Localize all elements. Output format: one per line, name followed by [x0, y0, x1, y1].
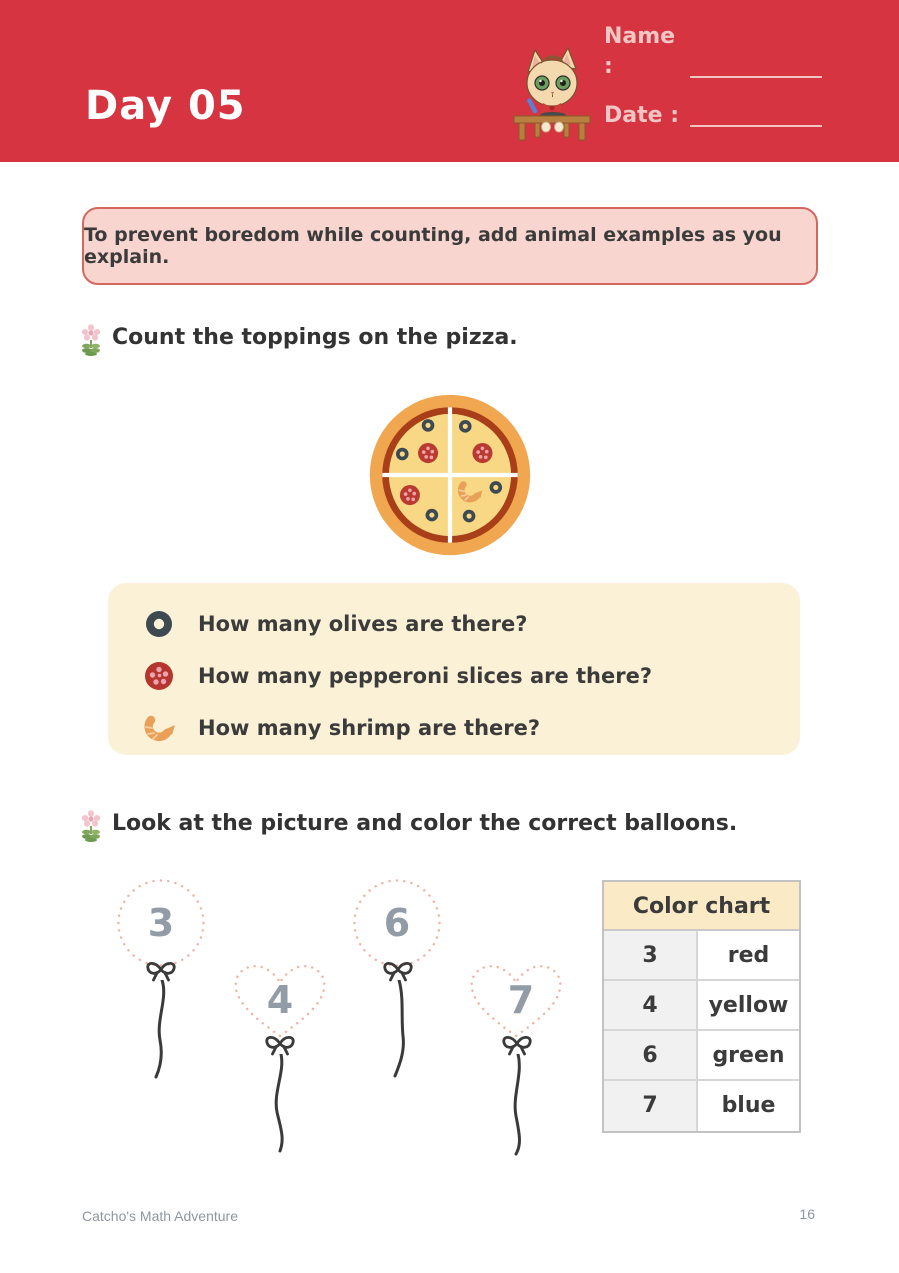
question-row-shrimp: [142, 702, 800, 754]
question-text: How many shrimp are there?: [198, 716, 541, 740]
olive-topping: [463, 510, 476, 523]
flower-bullet-icon: [80, 810, 102, 842]
balloon-7: [465, 960, 567, 1167]
footer-book-title: Catcho's Math Adventure: [82, 1208, 238, 1224]
pizza-image: [366, 391, 534, 559]
date-blank-line: [690, 125, 822, 127]
balloon-string: [152, 980, 172, 1080]
question-row-pepperoni: [142, 650, 800, 702]
balloon-3: [116, 878, 206, 1093]
balloon-number: 4: [266, 978, 294, 1022]
page-header: [0, 0, 899, 162]
balloon-number: 3: [147, 901, 175, 945]
chart-color-cell: blue: [698, 1081, 799, 1131]
color-chart-title: Color chart: [604, 882, 799, 931]
pepperoni-icon: [142, 660, 176, 692]
olive-topping: [459, 420, 472, 433]
questions-box: [108, 583, 800, 755]
pizza-illustration: [366, 391, 534, 563]
cat-writing-icon: [508, 44, 596, 142]
name-field-row: [604, 24, 822, 82]
pepperoni-topping: [418, 443, 438, 463]
cat-illustration: [508, 44, 596, 146]
tip-note-box: [82, 207, 818, 285]
shrimp-icon: [142, 711, 176, 745]
chart-number-cell: 7: [604, 1081, 698, 1131]
pepperoni-topping: [400, 485, 420, 505]
page-title: Day 05: [85, 83, 246, 129]
question-text: How many pepperoni slices are there?: [198, 664, 653, 688]
footer-page-number: 16: [799, 1206, 815, 1222]
section-1-prompt: Count the toppings on the pizza.: [112, 325, 518, 350]
olive-topping: [396, 448, 409, 461]
pepperoni-topping: [472, 443, 492, 463]
balloon-6: [352, 878, 442, 1093]
balloon-string: [508, 1054, 528, 1156]
name-label: Name :: [604, 24, 676, 79]
chart-color-cell: yellow: [698, 981, 799, 1029]
color-chart-table: [602, 880, 801, 1133]
olive-topping: [422, 419, 435, 432]
balloon-string: [271, 1054, 291, 1154]
section-2-prompt: Look at the picture and color the correct balloons.: [112, 811, 738, 836]
table-row: [604, 981, 799, 1031]
table-row: [604, 1081, 799, 1131]
balloon-4: [229, 960, 331, 1165]
olive-topping: [426, 509, 439, 522]
question-text: How many olives are there?: [198, 612, 528, 636]
chart-number-cell: 3: [604, 931, 698, 979]
flower-bullet-icon: [80, 324, 102, 356]
balloon-string: [389, 980, 409, 1080]
chart-color-cell: green: [698, 1031, 799, 1079]
name-blank-line: [690, 76, 822, 78]
balloon-number: 6: [383, 901, 411, 945]
table-row: [604, 1031, 799, 1081]
chart-number-cell: 6: [604, 1031, 698, 1079]
olive-icon: [142, 609, 176, 639]
tip-note-text: To prevent boredom while counting, add animal examples as you explain.: [84, 224, 782, 268]
table-row: [604, 931, 799, 981]
balloon-number: 7: [507, 978, 535, 1022]
chart-number-cell: 4: [604, 981, 698, 1029]
question-row-olives: [142, 598, 800, 650]
date-field-row: [604, 99, 822, 131]
date-label: Date :: [604, 103, 680, 128]
chart-color-cell: red: [698, 931, 799, 979]
olive-topping: [490, 481, 503, 494]
header-fields: [604, 24, 822, 148]
section-2-heading: [80, 808, 737, 842]
section-1-heading: [80, 322, 518, 356]
